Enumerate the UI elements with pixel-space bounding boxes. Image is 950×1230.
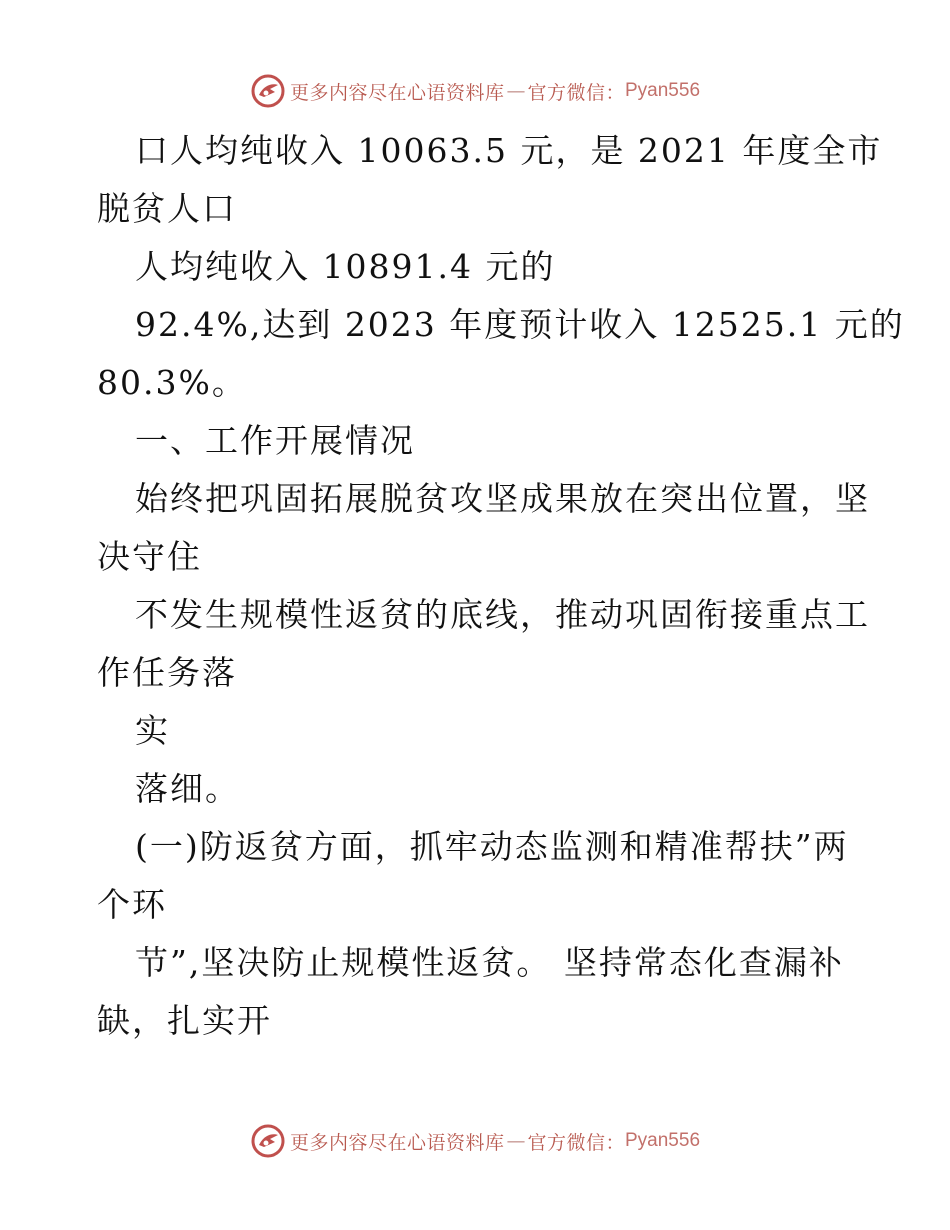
body-line: 始终把巩固拓展脱贫攻坚成果放在突出位置，坚: [135, 479, 870, 518]
watermark-separator: —: [506, 80, 526, 102]
body-line: 作任务落: [97, 653, 237, 692]
body-line: 缺，扎实开: [97, 1001, 272, 1040]
footer-watermark: [0, 1121, 950, 1161]
section-heading: 一、工作开展情况: [135, 421, 415, 460]
watermark-wechat-id: Pyan556: [625, 1130, 701, 1151]
body-line: 口人均纯收入 10063.5 元，是 2021 年度全市: [135, 131, 883, 170]
document-body: [97, 122, 905, 1050]
body-line: 92.4%,达到 2023 年度预计收入 12525.1 元的: [135, 305, 905, 344]
watermark-text: 更多内容尽在心语资料库: [289, 1131, 505, 1154]
header-watermark: [0, 71, 950, 111]
body-line: 实: [135, 711, 170, 750]
body-line: 落细。: [135, 769, 240, 808]
watermark-wechat-label: 官方微信：: [527, 81, 625, 104]
body-line: 个环: [97, 885, 167, 924]
body-line: 节”,坚决防止规模性返贫。 坚持常态化查漏补: [135, 943, 844, 982]
body-line: 脱贫人口: [97, 189, 237, 228]
body-line: 决守住: [97, 537, 202, 576]
watermark-wechat-label: 官方微信：: [527, 1131, 625, 1154]
subsection-line: (一)防返贫方面，抓牢动态监测和精准帮扶”两: [135, 827, 849, 866]
watermark-wechat-id: Pyan556: [625, 80, 701, 101]
seal-logo-icon: [250, 73, 286, 109]
body-line: 80.3%。: [97, 363, 247, 402]
watermark-text: 更多内容尽在心语资料库: [289, 81, 505, 104]
body-line: 不发生规模性返贫的底线，推动巩固衔接重点工: [135, 595, 870, 634]
watermark-separator: —: [506, 1130, 526, 1152]
seal-logo-icon: [250, 1123, 286, 1159]
body-line: 人均纯收入 10891.4 元的: [135, 247, 556, 286]
